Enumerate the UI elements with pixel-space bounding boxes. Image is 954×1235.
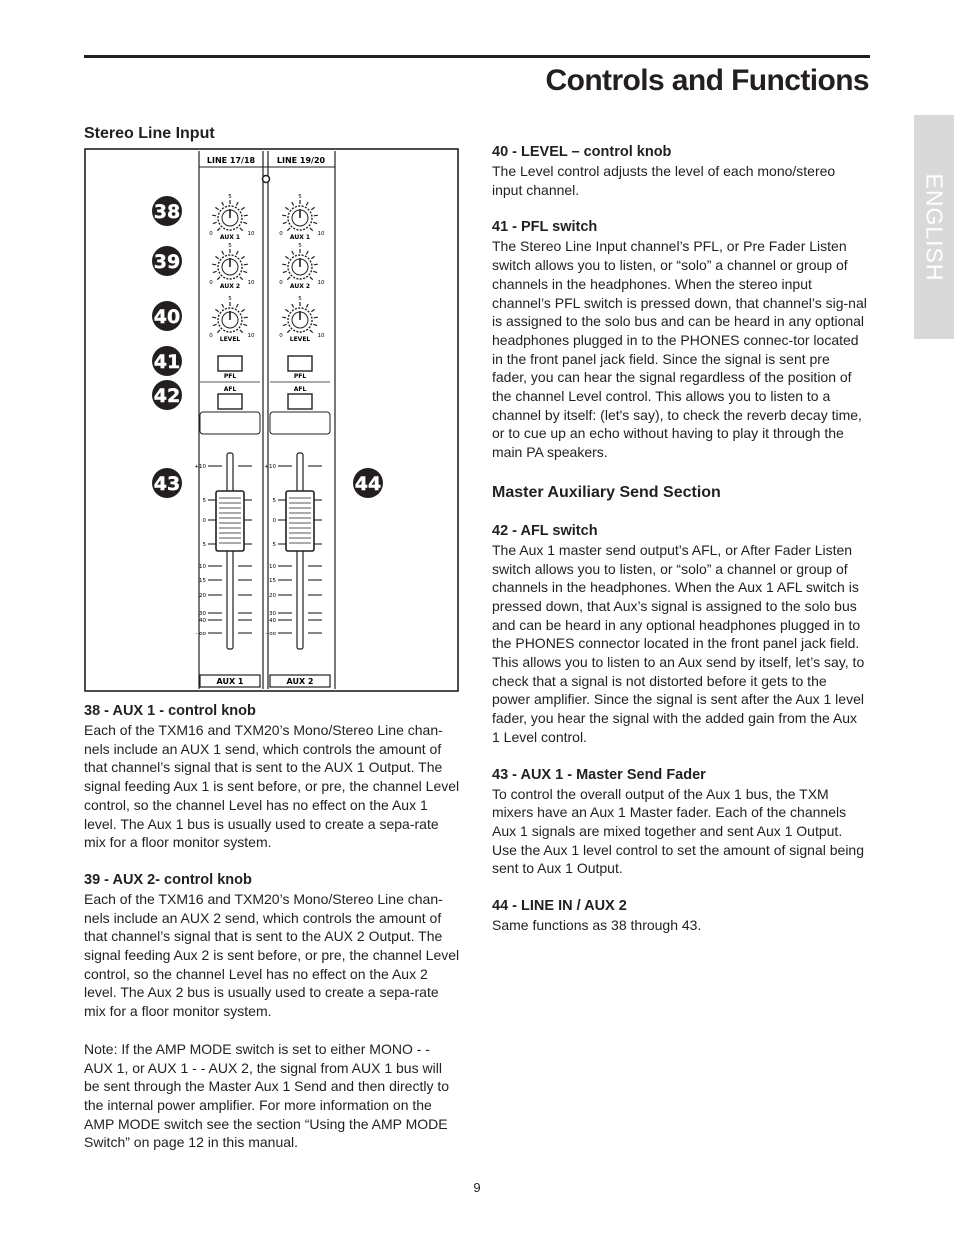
pfl-switch [288, 356, 312, 371]
item-42 [492, 522, 868, 747]
item-43-body: To control the overall output of the Aux 1 bus, the TXM mixers have an Aux 1 Master fader. Each of the channels Aux 1 signals are mixed together and sent Aux 1 Output. Use the Aux 1 level control to set the amount of signal being sent to Aux 1 Output. [492, 785, 865, 877]
fader-cap [286, 491, 314, 551]
right-column [492, 143, 868, 935]
knob-scale-mid: 5 [298, 243, 302, 249]
knob-tick [314, 317, 318, 318]
knob-tick [244, 215, 248, 216]
afl-label: AFL [293, 386, 307, 393]
master-section-heading: Master Auxiliary Send Section [492, 483, 721, 501]
amp-mode-note: Note: If the AMP MODE switch is set to either MONO - - AUX 1, or AUX 1 - - AUX 2, the signal from AUX 1 bus will be sent through the Master Aux 1 Send and then directly to the internal power amplifier. For more information on the AMP MODE switch see the section “Using the AMP MODE Switch” on page 12 in this manual. [84, 1040, 450, 1151]
item-42-heading: 42 - AFL switch [492, 522, 598, 539]
callout-41 [152, 346, 182, 376]
item-41-body: The Stereo Line Input channel’s PFL, or Pre Fader Listen switch allows you to listen, or “solo” a channel or group of channels in the headphones. When the stereo input channel’s PFL switch is pressed down, that channel’s sig-nal is assigned to the solo bus and can be heard in any optional headphones plugged in to the PHONES connec-tor located in the front panel jack field. Since the signal is sent pre fader, you can hear the signal regardless of the position of the channel Level control. This allows you to listen to a channel by itself: (let's say), to check the reverb decay time, or to cue up an echo without having to play it through the main PA speakers. [492, 238, 867, 461]
callout-number: 38 [153, 201, 181, 223]
fader-scale-label: 15 [199, 578, 206, 584]
item-39-heading: 39 - AUX 2- control knob [84, 871, 252, 888]
fader-scale-label: 5 [202, 498, 206, 504]
fader-scale-label: 20 [199, 593, 206, 599]
knob-scale-min: 0 [279, 231, 283, 237]
fader-scale-label: 5 [202, 542, 206, 548]
callout-42 [152, 380, 182, 410]
fader-scale-label: 0 [272, 518, 276, 524]
knob-scale-max: 10 [317, 231, 325, 237]
callout-44 [353, 468, 383, 498]
item-40-body: The Level control adjusts the level of each mono/stereo input channel. [492, 163, 836, 198]
knob-scale-max: 10 [317, 333, 325, 339]
knob-label: AUX 2 [219, 283, 241, 290]
callout-number: 39 [153, 251, 181, 273]
afl-switch [218, 394, 242, 409]
knob-label: AUX 1 [289, 234, 311, 241]
header-rule [84, 55, 870, 58]
callout-number: 43 [153, 473, 181, 495]
fader-cap [216, 491, 244, 551]
callout-39 [152, 246, 182, 276]
pfl-label: PFL [293, 373, 307, 380]
fader-scale-label: - oo [265, 631, 276, 637]
fader-scale-label: 40 [199, 618, 206, 624]
knob-scale-mid: 5 [228, 296, 232, 302]
callout-43 [152, 468, 182, 498]
callout-number: 41 [153, 351, 181, 373]
knob-scale-mid: 5 [298, 296, 302, 302]
callout-number: 44 [354, 473, 382, 495]
item-39 [84, 871, 460, 1021]
item-40-heading: 40 - LEVEL – control knob [492, 144, 672, 160]
callout-38 [152, 196, 182, 226]
item-39-body: Each of the TXM16 and TXM20’s Mono/Stereo Line chan-nels include an AUX 2 send, which controls the amount of that channel’s signal that is sent to the AUX 2 Output. The signal feeding Aux 2 is sent before, or pre, the channel Level control, so the channel Level has no effect on the Aux 2 level. The Aux 2 bus is usually used to create a sepa-rate mix for a floor monitor system. [84, 890, 460, 1020]
fader-scale-label: +10 [264, 464, 276, 470]
fader-label: AUX 1 [216, 677, 244, 686]
afl-label: AFL [223, 386, 237, 393]
knob-scale-min: 0 [209, 231, 213, 237]
knob-tick [212, 317, 216, 318]
item-44-heading: 44 - LINE IN / AUX 2 [492, 898, 627, 915]
fader-scale-label: +10 [194, 464, 206, 470]
knob-scale-max: 10 [247, 333, 255, 339]
knob-scale-min: 0 [279, 333, 283, 339]
item-41 [492, 218, 868, 461]
panel-screw-icon [263, 176, 270, 183]
knob-scale-min: 0 [279, 280, 283, 286]
item-43-heading: 43 - AUX 1 - Master Send Fader [492, 766, 706, 783]
knob-tick [282, 317, 286, 318]
fader-label: AUX 2 [286, 677, 314, 686]
knob-tick [314, 215, 318, 216]
fader-scale-label: 0 [202, 518, 206, 524]
knob-scale-max: 10 [247, 280, 255, 286]
fader-scale-label: 30 [269, 611, 276, 617]
fader-scale-label: - oo [195, 631, 206, 637]
item-38 [84, 702, 460, 852]
knob-tick [282, 264, 286, 265]
page-number: 9 [473, 1180, 481, 1195]
knob-label: AUX 2 [289, 283, 311, 290]
callout-40 [152, 301, 182, 331]
scribble-strip [270, 412, 330, 434]
fader-scale-label: 5 [272, 542, 276, 548]
fader-scale-label: 10 [269, 564, 276, 570]
fader-scale-label: 20 [269, 593, 276, 599]
channel-label-2: LINE 19/20 [276, 156, 326, 165]
knob-tick [314, 264, 318, 265]
knob-label: LEVEL [289, 336, 311, 343]
master-section [492, 482, 868, 503]
stereo-line-input-diagram [84, 148, 459, 692]
fader-scale-label: 15 [269, 578, 276, 584]
mixer-panel-illustration [84, 148, 459, 692]
callout-number: 40 [153, 306, 181, 328]
item-44-body: Same functions as 38 through 43. [492, 917, 702, 934]
knob-scale-mid: 5 [228, 194, 232, 200]
knob-scale-min: 0 [209, 280, 213, 286]
item-42-body: The Aux 1 master send output’s AFL, or After Fader Listen switch allows you to listen, or “solo” a channel or group of channels in the headphones. When the Aux 1 AFL switch is pressed down, that Aux’s signal is assigned to the solo bus and can be heard in any optional headphones plugged in to the PHONES connector located in the front panel jack field. This allows you to listen to an Aux send by itself, let’s say, to check that a signal is not distorted before it gets to the power amplifier. Since the signal is sent after the Aux 1 level fader, you hear the signal with the added gain from the Aux 1 Level control. [492, 541, 865, 745]
item-44 [492, 897, 868, 935]
knob-tick [212, 215, 216, 216]
item-38-body: Each of the TXM16 and TXM20’s Mono/Stereo Line chan-nels include an AUX 1 send, which controls the amount of that channel’s signal that is sent to the AUX 1 Output. The signal feeding Aux 1 is sent before, or pre, the channel Level control, so the channel Level has no effect on the Aux 1 level. The Aux 1 bus is usually used to create a sepa-rate mix for a floor monitor system. [84, 722, 460, 851]
item-41-heading: 41 - PFL switch [492, 219, 598, 236]
scribble-strip [200, 412, 260, 434]
knob-tick [244, 317, 248, 318]
item-38-heading: 38 - AUX 1 - control knob [84, 703, 256, 719]
knob-tick [282, 215, 286, 216]
knob-tick [244, 264, 248, 265]
left-column [84, 702, 460, 1152]
item-43 [492, 766, 868, 879]
fader-scale-label: 30 [199, 611, 206, 617]
knob-scale-mid: 5 [228, 243, 232, 249]
knob-tick [212, 264, 216, 265]
channel-label-1: LINE 17/18 [206, 156, 256, 165]
fader-scale-label: 10 [199, 564, 206, 570]
language-tab [914, 115, 954, 339]
fader-scale-label: 40 [269, 618, 276, 624]
knob-scale-mid: 5 [298, 194, 302, 200]
knob-scale-min: 0 [209, 333, 213, 339]
knob-scale-max: 10 [247, 231, 255, 237]
page-title: Controls and Functions [545, 64, 869, 97]
language-tab-label: ENGLISH [921, 173, 948, 281]
pfl-label: PFL [223, 373, 237, 380]
knob-scale-max: 10 [317, 280, 325, 286]
section-title: Stereo Line Input [84, 125, 215, 142]
item-40 [492, 143, 868, 199]
knob-label: AUX 1 [219, 234, 241, 241]
afl-switch [288, 394, 312, 409]
callout-number: 42 [153, 385, 181, 407]
knob-label: LEVEL [219, 336, 241, 343]
pfl-switch [218, 356, 242, 371]
fader-scale-label: 5 [272, 498, 276, 504]
